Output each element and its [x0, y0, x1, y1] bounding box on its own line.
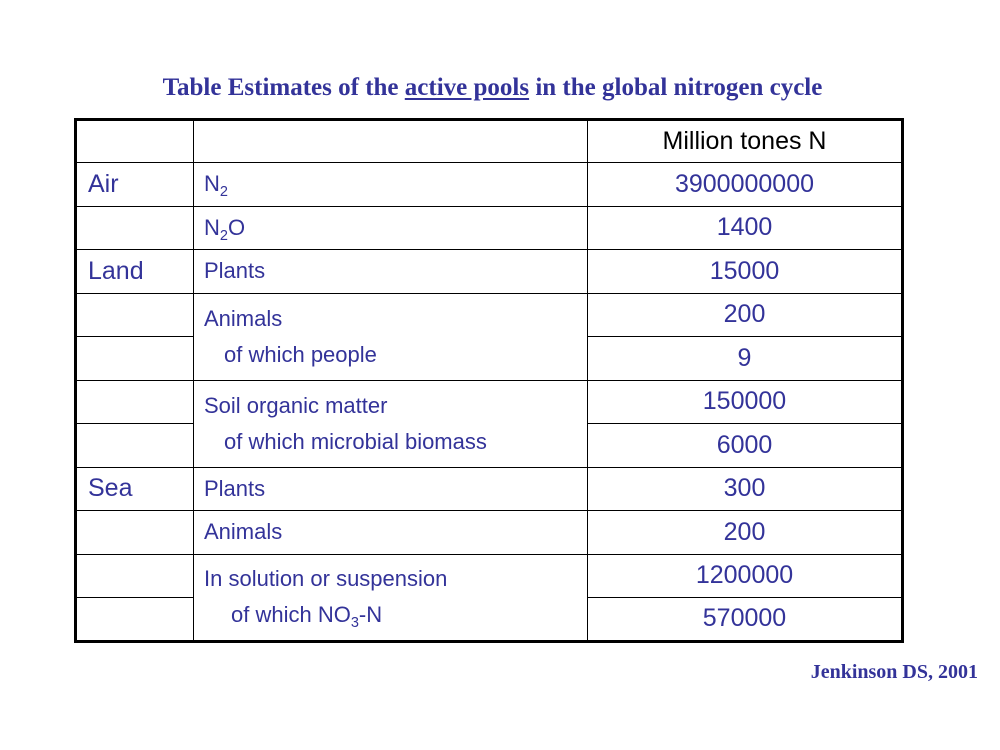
item-n2o: $N_2O$ — [194, 206, 588, 250]
title-underlined: active pools — [404, 74, 530, 101]
table-row — [76, 467, 903, 511]
title-prefix: Table Estimates of the — [162, 74, 405, 101]
value-n2: 3900000000 — [588, 163, 903, 207]
table-row — [76, 380, 903, 424]
nitrogen-pools-table — [74, 118, 904, 643]
table-row — [76, 250, 903, 294]
item-land-animals: Animals — [204, 305, 283, 331]
table-row — [76, 554, 903, 598]
empty-cell — [76, 337, 194, 381]
value-land-plants: 15000 — [588, 250, 903, 294]
table-row — [76, 163, 903, 207]
empty-cell — [76, 424, 194, 468]
empty-cell — [76, 293, 194, 337]
item-people: of which people — [224, 341, 377, 367]
table-header-row — [76, 120, 903, 163]
empty-cell — [76, 511, 194, 555]
value-no3: 570000 — [588, 598, 903, 642]
source-citation: Jenkinson DS, 2001 — [810, 661, 978, 683]
value-sea-plants: 300 — [588, 467, 903, 511]
header-unit: Million tones N — [588, 120, 903, 163]
item-n2: $N_2$ — [194, 163, 588, 207]
empty-cell — [76, 554, 194, 598]
item-soil-group — [194, 380, 588, 467]
value-land-animals: 200 — [588, 293, 903, 337]
item-no3: of which $NO_3-N$ — [231, 602, 383, 632]
table-row — [76, 511, 903, 555]
value-solution: 1200000 — [588, 554, 903, 598]
slide-title — [0, 74, 985, 102]
empty-cell — [76, 598, 194, 642]
category-air: Air — [76, 163, 194, 207]
value-sea-animals: 200 — [588, 511, 903, 555]
table-row — [76, 293, 903, 337]
title-suffix: in the global nitrogen cycle — [529, 74, 823, 101]
value-n2o: 1400 — [588, 206, 903, 250]
item-microbial: of which microbial biomass — [224, 428, 487, 454]
item-soil: Soil organic matter — [204, 392, 388, 418]
item-solution-group — [194, 554, 588, 641]
item-solution: In solution or suspension — [204, 566, 448, 591]
table-row — [76, 206, 903, 250]
item-sea-animals: Animals — [194, 511, 588, 555]
item-animals-group — [194, 293, 588, 380]
value-microbial: 6000 — [588, 424, 903, 468]
item-land-plants: Plants — [194, 250, 588, 294]
header-empty-cell — [76, 120, 194, 163]
item-sea-plants: Plants — [194, 467, 588, 511]
header-empty-cell — [194, 120, 588, 163]
value-people: 9 — [588, 337, 903, 381]
value-soil: 150000 — [588, 380, 903, 424]
category-land: Land — [76, 250, 194, 294]
empty-cell — [76, 380, 194, 424]
empty-cell — [76, 206, 194, 250]
category-sea: Sea — [76, 467, 194, 511]
